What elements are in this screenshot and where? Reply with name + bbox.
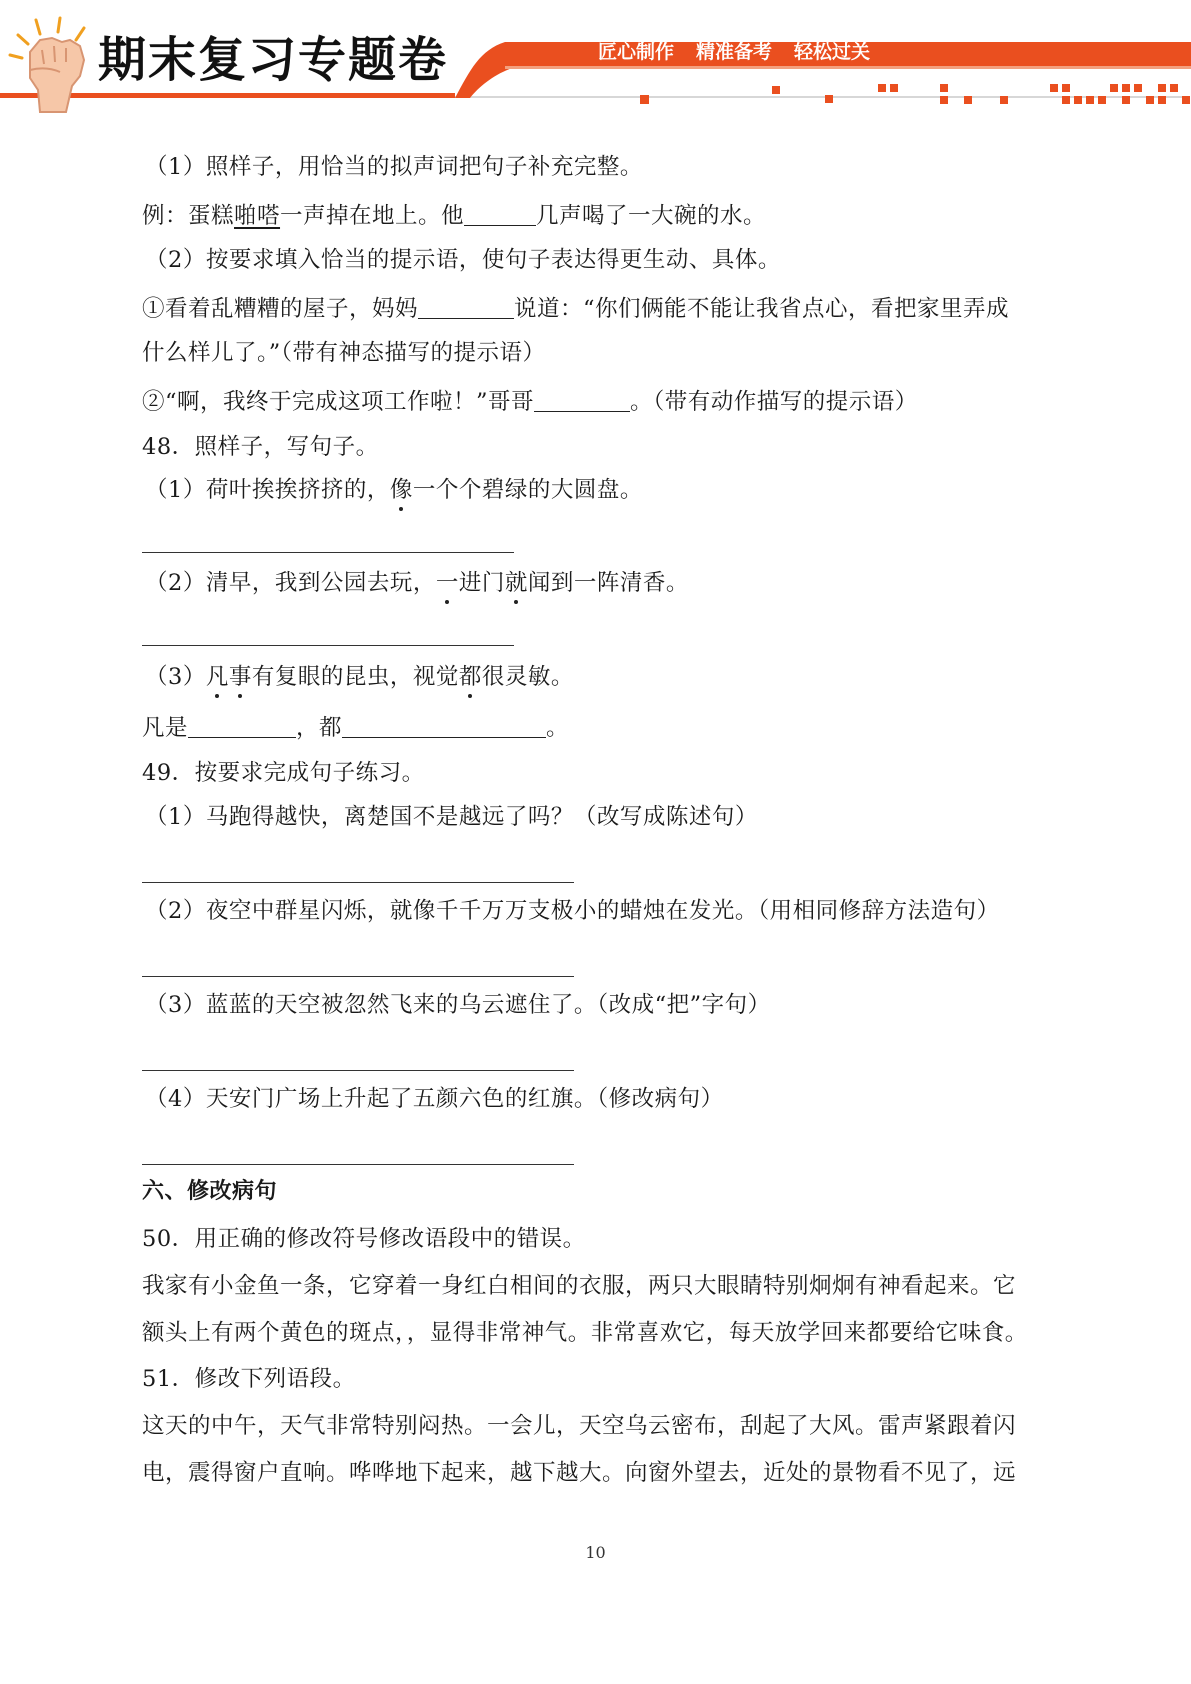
q50-paragraph-line2: 额头上有两个黄色的斑点，，显得非常神气。非常喜欢它，每天放学回来都要给它味食。 [142, 1320, 1028, 1346]
slogan-1: 匠心制作 [598, 41, 675, 63]
q51-title: 51．修改下列语段。 [142, 1366, 356, 1392]
dotted-char: 一 [435, 570, 459, 596]
q49-item3: （3）蓝蓝的天空被忽然飞来的乌云遮住了。（改成“把”字句） [145, 992, 771, 1018]
q51-paragraph-line2: 电，震得窗户直响。哗哗地下起来，越下越大。向窗外望去，近处的景物看不见了，远 [142, 1460, 1017, 1486]
slogan-group [598, 43, 870, 62]
q49-title: 49．按要求完成句子练习。 [142, 760, 425, 786]
slogan-3: 轻松过关 [794, 41, 871, 63]
answer-line[interactable] [142, 552, 514, 553]
q51-paragraph-line1: 这天的中午，天气非常特别闷热。一会儿，天空乌云密布，刮起了大风。雷声紧跟着闪 [142, 1413, 1017, 1439]
q47-part1-prompt: （1）照样子，用恰当的拟声词把句子补充完整。 [145, 154, 643, 180]
q49-item4: （4）天安门广场上升起了五颜六色的红旗。（修改病句） [145, 1086, 724, 1112]
q47-part2-item1-cont: 什么样儿了。”（带有神态描写的提示语） [142, 340, 546, 366]
q49-item1: （1）马跑得越快，离楚国不是越远了吗？（改写成陈述句） [145, 804, 758, 830]
slogan-2: 精准备考 [696, 41, 773, 63]
answer-line[interactable] [142, 1164, 574, 1165]
q47-part1-example: 例：蛋糕啪嗒一声掉在地上。他 几声喝了一大碗的水。 [142, 203, 767, 229]
answer-line[interactable] [142, 1070, 574, 1071]
dotted-char: 凡 [205, 664, 229, 690]
dotted-char: 就 [504, 570, 528, 596]
dotted-char: 都 [458, 664, 482, 690]
q47-part2-prompt: （2）按要求填入恰当的提示语，使句子表达得更生动、具体。 [145, 247, 781, 273]
q48-item1: （1）荷叶挨挨挤挤的，像一个个碧绿的大圆盘。 [145, 477, 643, 503]
q47-part2-item2: ②“啊，我终于完成这项工作啦！”哥哥 。（带有动作描写的提示语） [142, 389, 918, 415]
page-header [0, 0, 1191, 120]
q48-item2: （2）清早，我到公园去玩，一进门就闻到一阵清香。 [145, 570, 689, 596]
answer-line[interactable] [142, 976, 574, 977]
q48-item3: （3）凡事有复眼的昆虫，视觉都很灵敏。 [145, 664, 574, 690]
section-heading: 六、修改病句 [142, 1179, 278, 1204]
example-onomatopoeia: 啪嗒 [234, 203, 281, 229]
page-number: 10 [585, 1543, 606, 1562]
answer-blank[interactable] [188, 715, 296, 738]
answer-blank[interactable] [534, 389, 630, 412]
q50-title: 50．用正确的修改符号修改语段中的错误。 [142, 1226, 586, 1252]
answer-blank[interactable] [342, 715, 546, 738]
q50-paragraph-line1: 我家有小金鱼一条，它穿着一身红白相间的衣服，两只大眼睛特别炯炯有神看起来。它 [142, 1273, 1017, 1299]
q49-item2: （2）夜空中群星闪烁，就像千千万万支极小的蜡烛在发光。（用相同修辞方法造句） [145, 898, 1000, 924]
dotted-char: 像 [389, 477, 413, 503]
q48-item3-pattern: 凡是 ，都 。 [142, 715, 570, 741]
q47-part2-item1: ①看着乱糟糟的屋子，妈妈 说道：“你们俩能不能让我省点心，看把家里弄成 [142, 296, 1010, 322]
paper-title: 期末复习专题卷 [98, 32, 449, 88]
answer-blank[interactable] [418, 296, 514, 319]
answer-line[interactable] [142, 645, 514, 646]
answer-line[interactable] [142, 882, 574, 883]
q48-title: 48．照样子，写句子。 [142, 434, 379, 460]
answer-blank[interactable] [464, 203, 536, 226]
dotted-char: 事 [228, 664, 252, 690]
